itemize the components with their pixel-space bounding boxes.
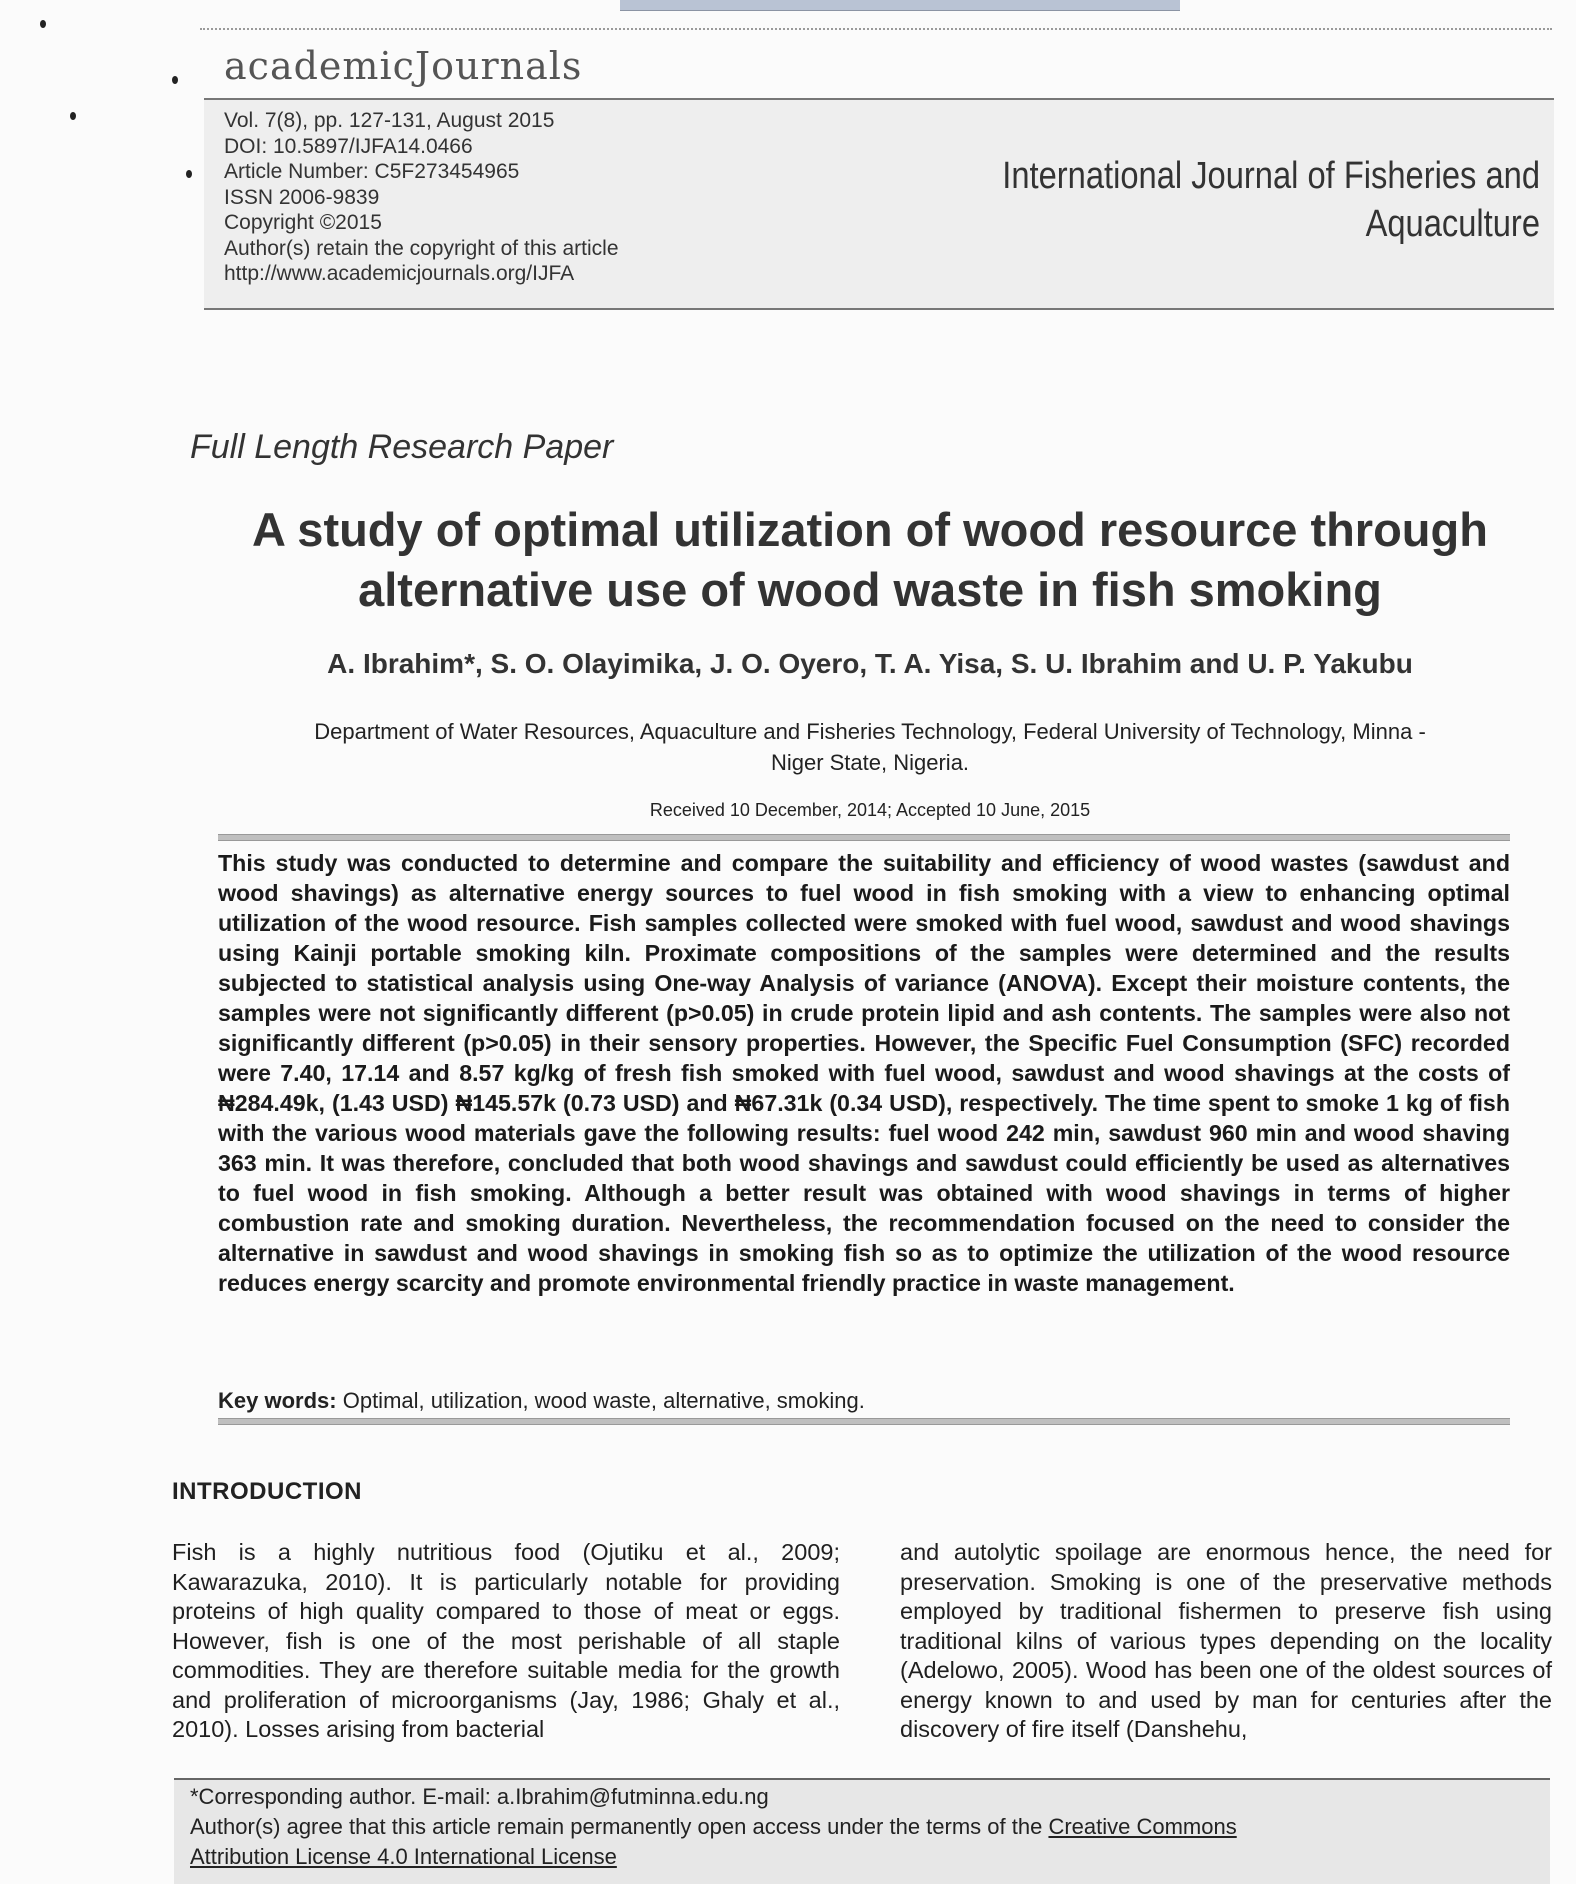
received-dates: Received 10 December, 2014; Accepted 10 June, 2015 bbox=[649, 800, 1091, 820]
affiliation-line1: Department of Water Resources, Aquaculture and Fisheries Technology, Federal University of Technology, Minna - bbox=[314, 719, 1426, 744]
meta-copyright: Copyright ©2015 bbox=[224, 211, 382, 234]
footnote bbox=[190, 1782, 1237, 1872]
meta-issn: ISSN 2006-9839 bbox=[224, 185, 380, 209]
body-column-right: and autolytic spoilage are enormous hence, the need for preservation. Smoking is one of the preservative methods employed by traditional fishermen to preserve fish using traditional kilns of various types depending on the locality (Adelowo, 2005). Wood has been one of the oldest sources of energy known to and used by man for centuries after the discovery of fire itself (Danshehu, bbox=[900, 1539, 1552, 1742]
license-link-continued[interactable]: Attribution License 4.0 International License bbox=[190, 1844, 617, 1869]
publisher-logo: academicJournals bbox=[224, 44, 583, 88]
meta-rights: Author(s) retain the copyright of this article bbox=[224, 236, 619, 260]
keywords-label: Key words: bbox=[218, 1388, 337, 1413]
journal-name-line2: Aquaculture bbox=[1365, 203, 1540, 245]
abstract-top-rule bbox=[218, 834, 1510, 841]
author-list: A. Ibrahim*, S. O. Olayimika, J. O. Oyero, T. A. Yisa, S. U. Ibrahim and U. P. Yakubu bbox=[327, 648, 1413, 679]
keywords-list: Optimal, utilization, wood waste, alternative, smoking. bbox=[342, 1388, 865, 1413]
meta-article-number: Article Number: C5F273454965 bbox=[224, 160, 520, 183]
scan-edge-strip bbox=[620, 0, 1180, 11]
license-text: Author(s) agree that this article remain permanently open access under the terms of the bbox=[190, 1814, 1043, 1839]
journal-name-line1: International Journal of Fisheries and bbox=[1002, 155, 1540, 197]
punch-hole-mark bbox=[40, 20, 46, 28]
title-line1: A study of optimal utilization of wood resource through bbox=[252, 503, 1488, 556]
meta-url[interactable]: http://www.academicjournals.org/IJFA bbox=[224, 262, 575, 285]
article-metadata bbox=[224, 108, 619, 287]
abstract-bottom-rule bbox=[218, 1418, 1510, 1425]
meta-volume: Vol. 7(8), pp. 127-131, August 2015 bbox=[224, 109, 555, 132]
corresponding-author: *Corresponding author. E-mail: a.Ibrahim@futminna.edu.ng bbox=[190, 1784, 769, 1809]
top-rule bbox=[200, 28, 1552, 30]
abstract-text: This study was conducted to determine and compare the suitability and efficiency of wood wastes (sawdust and wood shavings) as alternative energy sources to fuel wood in fish smoking with a view to enhancing optimal utilization of the wood resource. Fish samples collected were smoked with fuel wood, sawdust and wood shavings using Kainji portable smoking kiln. Proximate compositions of the samples were determined and the results subjected to statistical analysis using One-way Analysis of variance (ANOVA). Except their moisture contents, the samples were not significantly different (p>0.05) in crude protein lipid and ash contents. The samples were also not significantly different (p>0.05) in their sensory properties. However, the Specific Fuel Consumption (SFC) recorded were 7.40, 17.14 and 8.57 kg/kg of fresh fish smoked with fuel wood, sawdust and wood shavings at the costs of ₦284.49k, (1.43 USD) ₦145.57k (0.73 USD) and ₦67.31k (0.34 USD), respectively. The time spent to smoke 1 kg of fish with the various wood materials gave the following results: fuel wood 242 min, sawdust 960 min and wood shaving 363 min. It was therefore, concluded that both wood shavings and sawdust could efficiently be used as alternatives to fuel wood in fish smoking. Although a better result was obtained with wood shavings in terms of higher combustion rate and smoking duration. Nevertheless, the recommendation focused on the need to consider the alternative in sawdust and wood shavings in smoking fish so as to optimize the utilization of the wood resource reduces energy scarcity and promote environmental friendly practice in waste management. bbox=[218, 850, 1510, 1296]
section-heading: INTRODUCTION bbox=[172, 1478, 362, 1505]
affiliation bbox=[200, 716, 1540, 778]
paper-type: Full Length Research Paper bbox=[190, 428, 614, 466]
license-link[interactable]: Creative Commons bbox=[1048, 1814, 1237, 1839]
body-column-left: Fish is a highly nutritious food (Ojutiku et al., 2009; Kawarazuka, 2010). It is particularly notable for providing proteins of high quality compared to those of meat or eggs. However, fish is one of the most perishable of all staple commodities. They are therefore suitable media for the growth and proliferation of microorganisms (Jay, 1986; Ghaly et al., 2010). Losses arising from bacterial bbox=[172, 1539, 840, 1742]
journal-name bbox=[972, 152, 1540, 248]
title-line2: alternative use of wood waste in fish smoking bbox=[358, 563, 1382, 616]
license-line bbox=[190, 1812, 1237, 1842]
punch-hole-mark bbox=[186, 170, 192, 178]
affiliation-line2: Niger State, Nigeria. bbox=[770, 750, 970, 775]
meta-doi: DOI: 10.5897/IJFA14.0466 bbox=[224, 134, 473, 158]
punch-hole-mark bbox=[172, 76, 178, 84]
paper-title bbox=[170, 500, 1570, 620]
punch-hole-mark bbox=[70, 112, 76, 120]
keywords bbox=[218, 1388, 865, 1414]
